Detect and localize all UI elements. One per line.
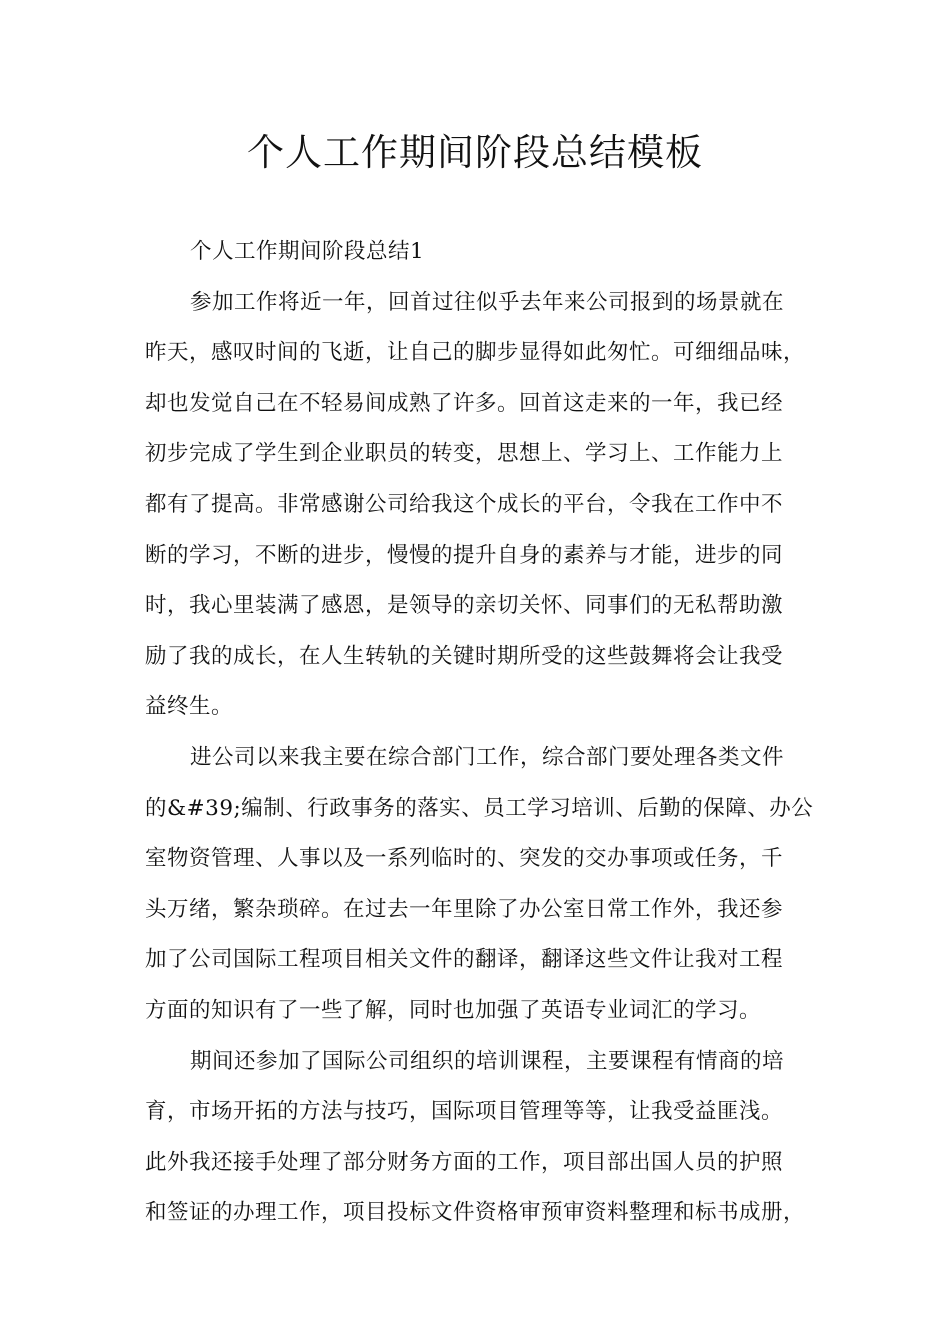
document-body bbox=[145, 232, 815, 1244]
text-line: 方面的知识有了一些了解，同时也加强了英语专业词汇的学习。 bbox=[145, 997, 762, 1023]
text-line: 育，市场开拓的方法与技巧，国际项目管理等等，让我受益匪浅。 bbox=[145, 1099, 784, 1125]
text-line: 却也发觉自己在不轻易间成熟了许多。回首这走来的一年，我已经 bbox=[145, 390, 784, 416]
text-line: 都有了提高。非常感谢公司给我这个成长的平台，令我在工作中不 bbox=[145, 491, 784, 517]
text-line: 断的学习，不断的进步，慢慢的提升自身的素养与才能，进步的同 bbox=[145, 542, 784, 568]
text-line: 昨天，感叹时间的飞逝，让自己的脚步显得如此匆忙。可细细品味， bbox=[145, 340, 806, 366]
text-line: 个人工作期间阶段总结1 bbox=[190, 239, 425, 264]
text-line: 头万绪，繁杂琐碎。在过去一年里除了办公室日常工作外，我还参 bbox=[145, 896, 784, 922]
text-line: 的&#39;编制、行政事务的落实、员工学习培训、后勤的保障、办公 bbox=[145, 795, 814, 821]
text-line: 时，我心里装满了感恩，是领导的亲切关怀、同事们的无私帮助激 bbox=[145, 593, 784, 619]
text-line: 益终生。 bbox=[145, 694, 234, 720]
text-line: 和签证的办理工作，项目投标文件资格审预审资料整理和标书成册， bbox=[145, 1200, 806, 1226]
text-line: 加了公司国际工程项目相关文件的翻译，翻译这些文件让我对工程 bbox=[145, 947, 784, 973]
text-line: 参加工作将近一年，回首过往似乎去年来公司报到的场景就在 bbox=[190, 289, 785, 315]
page-title: 个人工作期间阶段总结模板 bbox=[247, 131, 703, 174]
text-line: 期间还参加了国际公司组织的培训课程，主要课程有情商的培 bbox=[190, 1048, 785, 1074]
text-line: 室物资管理、人事以及一系列临时的、突发的交办事项或任务，千 bbox=[145, 846, 784, 872]
text-line: 进公司以来我主要在综合部门工作，综合部门要处理各类文件 bbox=[190, 744, 785, 770]
text-line: 初步完成了学生到企业职员的转变，思想上、学习上、工作能力上 bbox=[145, 441, 784, 467]
text-line: 此外我还接手处理了部分财务方面的工作，项目部出国人员的护照 bbox=[145, 1149, 784, 1175]
text-line: 励了我的成长，在人生转轨的关键时期所受的这些鼓舞将会让我受 bbox=[145, 643, 784, 669]
